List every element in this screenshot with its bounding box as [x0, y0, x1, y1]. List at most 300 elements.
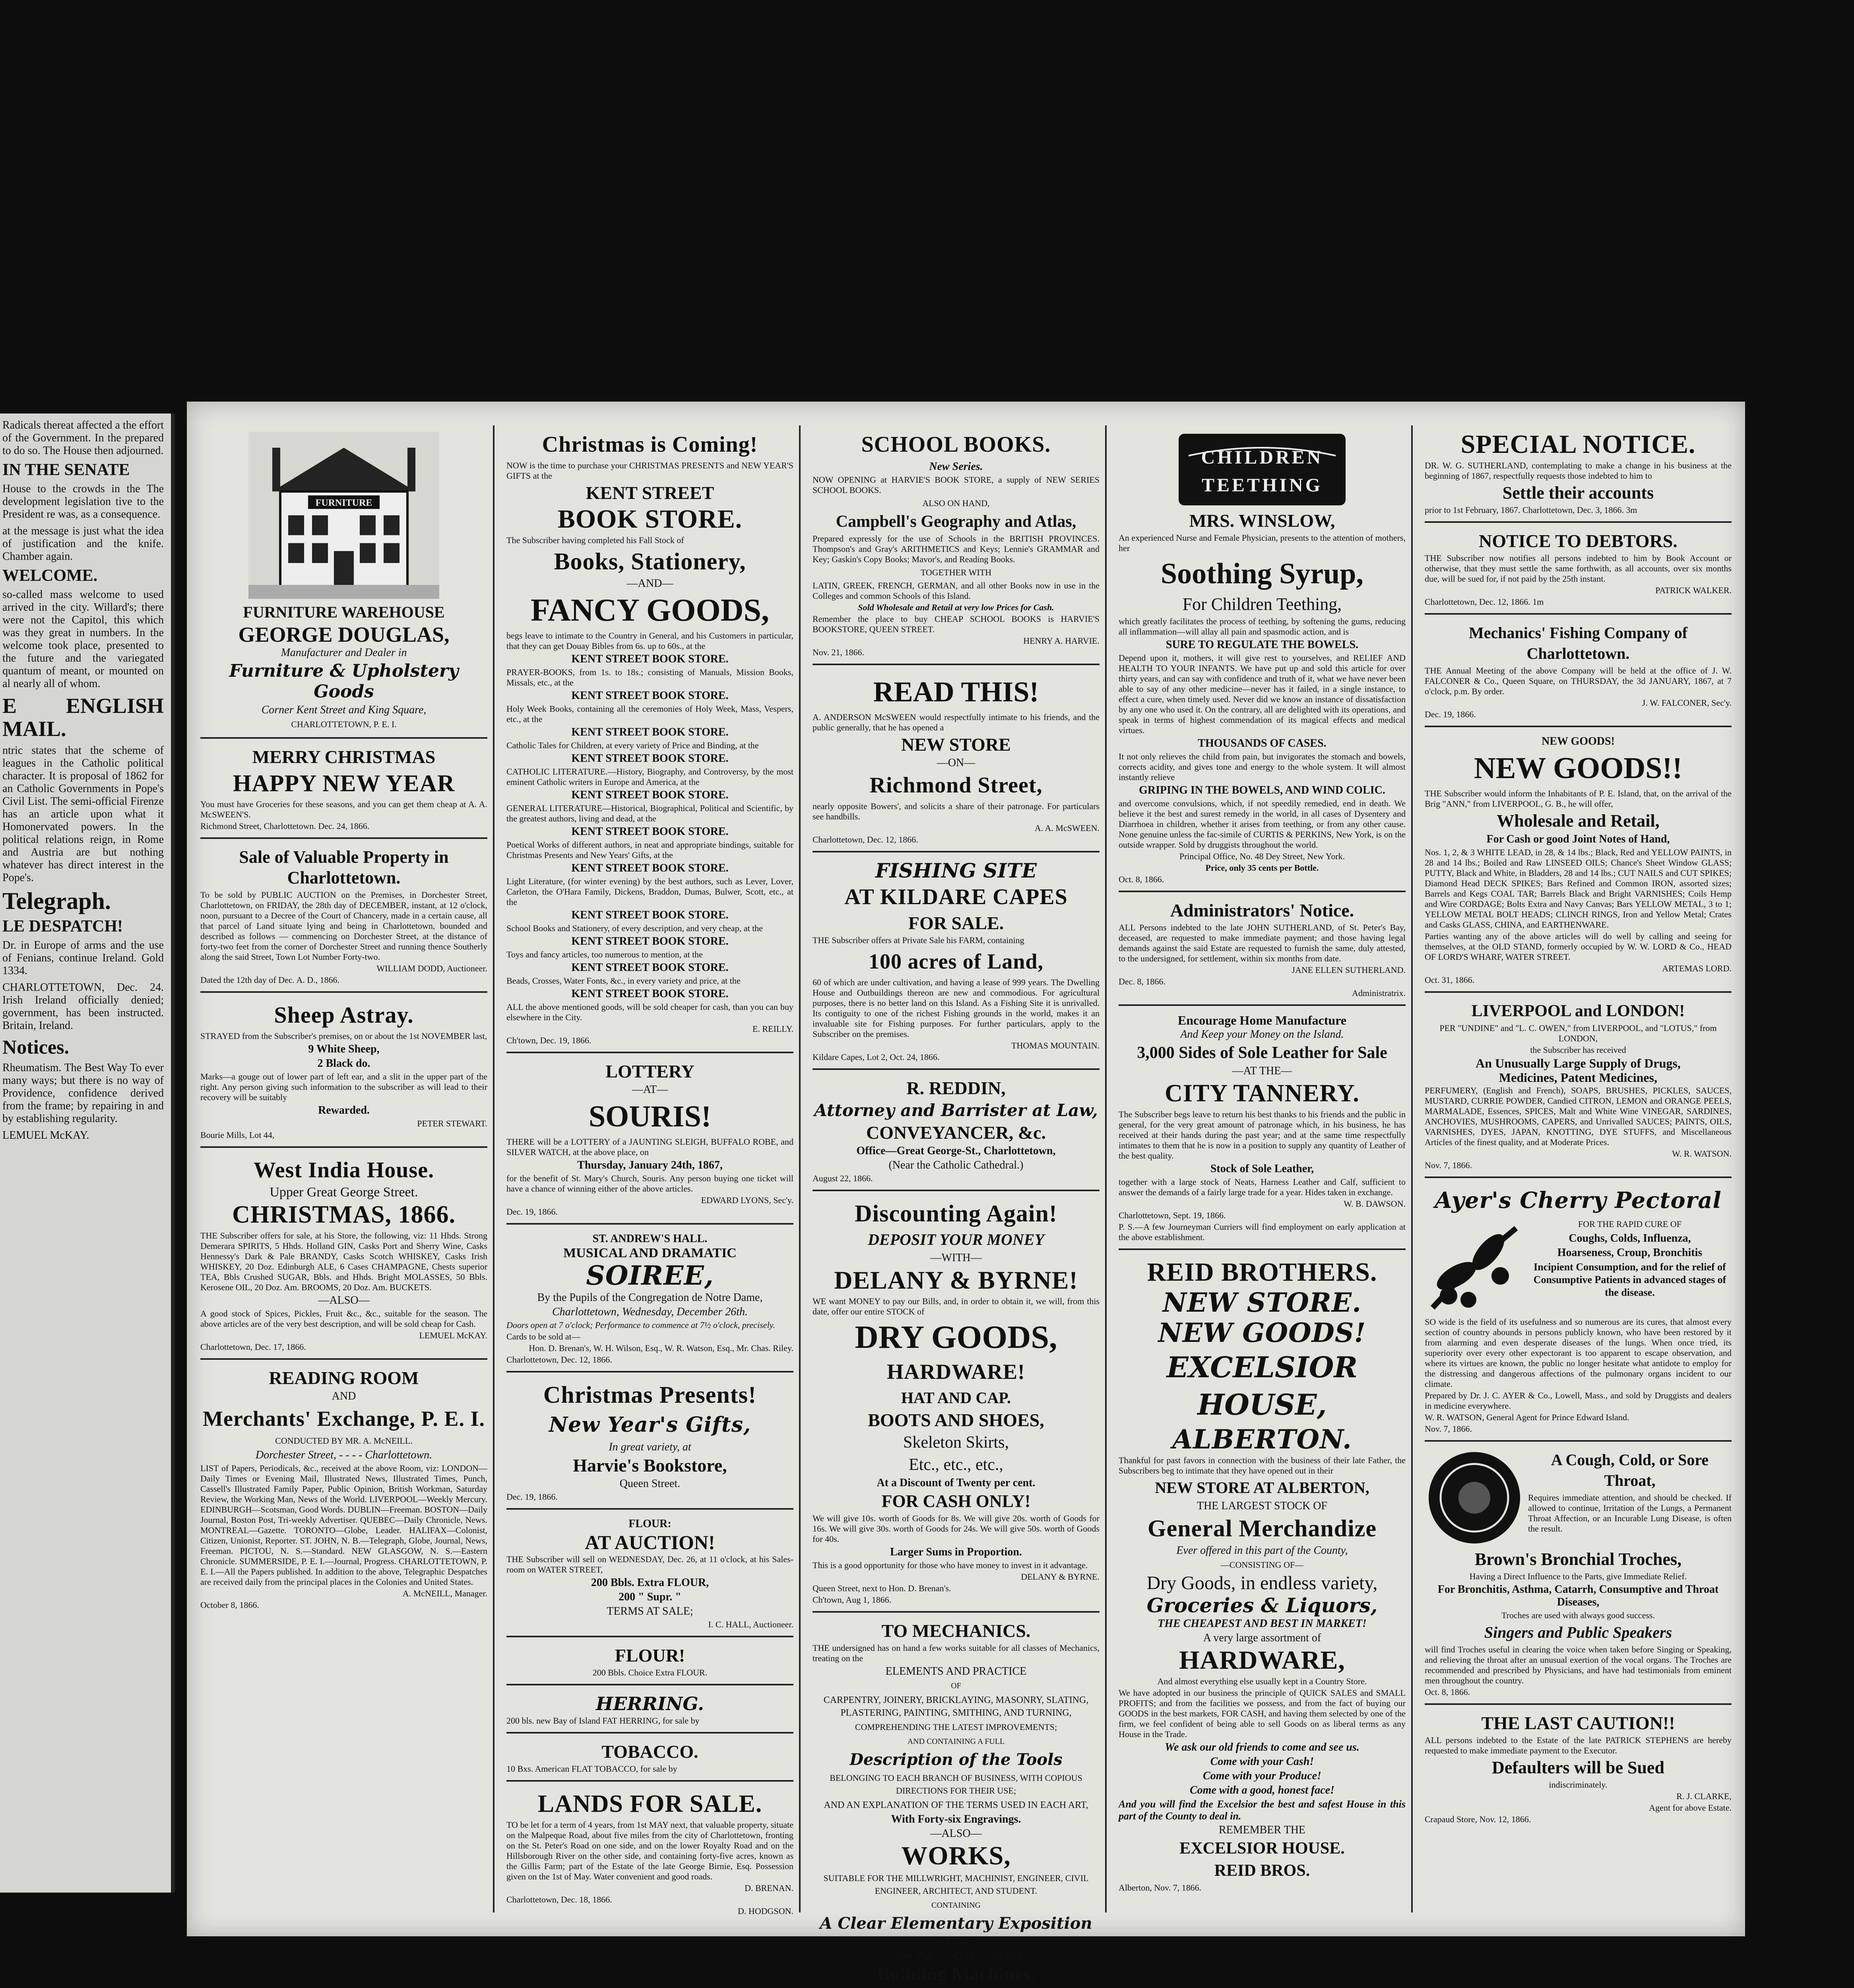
- mountain-sign: THOMAS MOUNTAIN.: [1011, 1041, 1100, 1050]
- sutherland-text: DR. W. G. SUTHERLAND, contemplating to make a change in his business at the beginning of 1867, respectfully requests those indebted to him to: [1425, 460, 1732, 481]
- winslow-syrup-ad: [1119, 425, 1406, 892]
- fishing-for-sale: FOR SALE.: [908, 913, 1004, 933]
- west-india-house-ad: [200, 1151, 487, 1360]
- flour-sale-ad: [506, 1640, 793, 1685]
- drug-list: PERFUMERY, (English and French), SOAPS, BRUSHES, PICKLES, SAUCES, MUSTARD, CURRIE POWDER, Candied CITRON, LEMON and ORANGE PEELS, MARMALADE, Essences, SPICES, Malt and White Wine VINEGAR, SARDINES, ANCHOVIES, MUSHROOMS, CAPERS, and Unrivalled SAUCES; PAINTS, OILS, VARNISHES, DYES, JAPAN, KNOTTING, DYE STUFFS, and Miscellaneous Articles of the finest quality, and at Moderate Prices.: [1425, 1085, 1732, 1147]
- musical-dramatic: MUSICAL AND DRAMATIC: [563, 1246, 737, 1260]
- soiree-vendors: Hon. D. Brenan's, W. H. Wilson, Esq., W. R. Watson, Esq., Mr. Chas. Riley.: [529, 1343, 793, 1353]
- harvie-date: Dec. 19, 1866.: [506, 1492, 558, 1502]
- bronchitis-line: For Bronchitis, Asthma, Catarrh, Consumptive and Throat Diseases,: [1437, 1583, 1719, 1608]
- soiree-date: Charlottetown, Wednesday, December 26th.: [552, 1306, 748, 1318]
- sheep-astray-title: Sheep Astray.: [274, 1002, 414, 1028]
- warehouse-sign-text: FURNITURE: [315, 498, 372, 508]
- acres-text: 60 of which are under cultivation, and having a lease of 999 years. The Dwelling House and Outbuildings thereon are new and commodious. For agricultural purposes, there is no better land on this Island. As a Fishing Site it is unrivalled. Its contiguity to one of the richest Fishing grounds in the world, makes it an invaluable site for Fishing purposes. For further particulars, apply to the Subscriber on the premises.: [813, 977, 1100, 1039]
- exchange-conductor: CONDUCTED BY MR. A. McNEILL.: [275, 1436, 413, 1446]
- unusually-large: An Unusually Large Supply of Drugs,: [1476, 1056, 1681, 1070]
- lord-sign: ARTEMAS LORD.: [1662, 963, 1732, 973]
- prayer-books-text: PRAYER-BOOKS, from 1s. to 18s.; consisting of Manuals, Mission Books, Missals, etc., at the: [506, 667, 793, 687]
- fishing-text: THE Subscriber offers at Private Sale his FARM, containing: [813, 935, 1024, 945]
- previous-page-column: [0, 414, 171, 1142]
- souris-lottery-ad: [506, 1056, 793, 1225]
- latin-text: LATIN, GREEK, FRENCH, GERMAN, and all other Books now in use in the Colleges and common Schools of this Island.: [813, 580, 1100, 601]
- reading-room-title: READING ROOM: [269, 1368, 419, 1388]
- property-sale-title: Sale of Valuable Property in Charlottetown.: [239, 847, 449, 887]
- hardware-title: HARDWARE,: [1179, 1646, 1345, 1675]
- catholic-literature-text: CATHOLIC LITERATURE.—History, Biography, and Controversy, by the most eminent Catholic writers in Europe and America, at the: [506, 767, 793, 787]
- together-with: TOGETHER WITH: [920, 567, 992, 577]
- reid-text-2: We have adopted in our business the principle of QUICK SALES and SMALL PROFITS; and from the facilities we possess, and from the fact of buying our GOODS in the best markets, FOR CASH, and having them selected by one of the firm, we feel confident of being able to sell Goods on as liberal terms as any House in the Trade.: [1119, 1688, 1406, 1739]
- discounting-title: Discounting Again!: [855, 1200, 1057, 1227]
- column-2: [501, 425, 799, 1916]
- west-india-also: —ALSO—: [318, 1294, 370, 1307]
- banner-word-teething: TEETHING: [1201, 475, 1323, 496]
- city-tannery-ad: [1119, 1009, 1406, 1250]
- new-years-gifts-title: New Year's Gifts,: [549, 1413, 751, 1437]
- sole-leather-sides: 3,000 Sides of Sole Leather for Sale: [1137, 1044, 1387, 1062]
- harvie-sign: HENRY A. HARVIE.: [1023, 636, 1100, 646]
- prev-para: at the message is just what the idea of justification and the knife. Chamber again.: [2, 525, 164, 563]
- office-date: August 22, 1866.: [813, 1173, 873, 1183]
- ayers-text-block: [1524, 1216, 1732, 1301]
- incipient-line: Incipient Consumption, and for the relief of Consumptive Patients in advanced stages of the disease.: [1533, 1261, 1726, 1298]
- dealer-goods: Furniture & Upholstery Goods: [229, 661, 459, 702]
- sheep-astray-text: STRAYED from the Subscriber's premises, on or about the 1st NOVEMBER last,: [200, 1031, 487, 1041]
- sheep-sign: PETER STEWART.: [417, 1118, 487, 1128]
- soiree-doors: Doors open at 7 o'clock; Performance to commence at 7½ o'clock, precisely.: [506, 1320, 775, 1330]
- sheep-count-black: 2 Black do.: [317, 1057, 370, 1070]
- richmond-street: Richmond Street,: [869, 773, 1043, 798]
- warehouse-building-illustration: [248, 432, 439, 599]
- watson-sign: W. R. WATSON.: [1672, 1149, 1732, 1159]
- defaulters-sued: Defaulters will be Sued: [1492, 1758, 1664, 1777]
- dry-goods-heading: DRY GOODS,: [855, 1319, 1057, 1355]
- prev-heading: E ENGLISH MAIL.: [2, 694, 164, 741]
- conveyancer-title: CONVEYANCER, &c.: [866, 1122, 1046, 1143]
- suitable-line: SUITABLE FOR THE MILLWRIGHT, MACHINIST, ENGINEER, CIVIL ENGINEER, ARCHITECT, AND STUDENT.: [823, 1873, 1089, 1896]
- prev-para: CHARLOTTETOWN, Dec. 24. Irish Ireland officially denied; government, has been instructed. Britain, Ireland.: [2, 981, 164, 1032]
- remember-the: REMEMBER THE: [1218, 1824, 1306, 1836]
- larger-sums: Larger Sums in Proportion.: [890, 1546, 1022, 1558]
- holy-week-text: Holy Week Books, containing all the ceremonies of Holy Week, Mass, Vespers, etc., at the: [506, 704, 793, 724]
- troches-used: Troches are used with always good success.: [1501, 1610, 1655, 1620]
- reilly-date: Ch'town, Dec. 19, 1866.: [506, 1035, 591, 1045]
- sold-text: Sold Wholesale and Retail at very low Prices for Cash.: [858, 602, 1054, 612]
- sheep-location: Bourie Mills, Lot 44,: [200, 1130, 275, 1140]
- exchange-street: Dorchester Street, - - - - Charlottetown.: [255, 1449, 432, 1461]
- christmas-coming-title: Christmas is Coming!: [542, 432, 758, 457]
- special-notice-title: SPECIAL NOTICE.: [1460, 430, 1696, 459]
- of-the-line: OF THE: [942, 1938, 970, 1946]
- lands-for-sale-title: LANDS FOR SALE.: [537, 1790, 762, 1817]
- admin-role: Administratrix.: [1352, 988, 1406, 998]
- admin-notice-text: ALL Persons indebted to the late JOHN SUTHERLAND, of St. Peter's Bay, deceased, are requested to make immediate payment; and those having legal demands against the said Estate are requested to furnish the same, duly attested, to the undersigned, for settlement, within six months from date.: [1119, 922, 1406, 963]
- flour2-title: FLOUR!: [615, 1645, 685, 1666]
- mrs-winslow: MRS. WINSLOW,: [1189, 511, 1335, 531]
- last-caution-title: THE LAST CAUTION!!: [1481, 1713, 1675, 1733]
- come-cash: Come with your Cash!: [1210, 1755, 1314, 1768]
- books-stationery-heading: Books, Stationery,: [554, 548, 746, 575]
- merry-christmas: MERRY CHRISTMAS: [252, 747, 436, 767]
- column-1: [195, 425, 493, 1912]
- browns-title: Brown's Bronchial Troches,: [1474, 1549, 1682, 1569]
- at-auction-title: AT AUCTION!: [585, 1531, 715, 1553]
- of-line: OF: [951, 1681, 961, 1690]
- lottery-text-2: for the benefit of St. Mary's Church, Souris. Any person buying one ticket will have a chance of winning either of the above articles.: [506, 1173, 793, 1194]
- with-divider: —WITH—: [930, 1252, 982, 1264]
- flour-quantity-2: 200 " Supr. ": [619, 1591, 681, 1603]
- cheapest-best: THE CHEAPEST AND BEST IN MARKET!: [1158, 1617, 1367, 1630]
- merchants-exchange-title: Merchants' Exchange, P. E. I.: [202, 1407, 485, 1431]
- bookstore-intro: NOW is the time to purchase your CHRISTMAS PRESENTS and NEW YEAR'S GIFTS at the: [506, 460, 793, 481]
- tannery-text: The Subscriber begs leave to return his best thanks to his friends and the public in general, for the very great amount of patronage which, in his business, he has received at their hands during the past year; and at the same time respectfully intimates to them that he is now in a position to supply any quantity of Leather of the best quality.: [1119, 1109, 1406, 1161]
- skeleton-skirts: Skeleton Skirts,: [903, 1433, 1009, 1452]
- poetical-works-text: Poetical Works of different authors, in neat and appropriate bindings, suitable for Christmas Presents and New Years' Gifts, at the: [506, 840, 793, 860]
- all-kept: And almost everything else usually kept in a Country Store.: [1157, 1676, 1367, 1686]
- coughs-line: Coughs, Colds, Influenza,: [1569, 1232, 1691, 1244]
- illustrated-line: [813, 1986, 1100, 1988]
- settle-accounts: Settle their accounts: [1502, 483, 1654, 503]
- ask-friends: We ask our old friends to come and see us.: [1165, 1741, 1359, 1753]
- alberton-title: ALBERTON.: [1172, 1424, 1352, 1455]
- property-sale-text: To be sold by PUBLIC AUCTION on the Premises, in Dorchester Street, Charlottetown, on FRIDAY, the 28th day of DECEMBER, instant, at 12 o'clock, noon, pursuant to a Decree of the Court of Chancery, made in a certain cause, all that parcel of Land situate lying and being in Charlottetown, bounded and described as follows — commencing on Dorchester Street, at the distance of forty-two feet from the corner of Dorchester Street and running thence Southerly along the said Street, Town Lot Number Forty-two.: [200, 890, 487, 962]
- exchange-text: LIST of Papers, Periodicals, &c., received at the above Room, viz: LONDON—Daily Times or Evening Mail, Illustrated News, Illustrated Times, Punch, Cassell's Illustrated Family Paper, Public Opinion, British Workman, Saturday Review, the Working Man, News of the World. LIVERPOOL—Weekly Mercury. EDINBURGH—Scotsman, Good Words. DUBLIN—Freeman. BOSTON—Daily Journal, Boston Post, Tri-weekly Advertiser. QUEBEC—Daily Chronicle, News. MONTREAL—Gazette. TORONTO—Globe, Leader. HALIFAX—Colonist, Citizen, Unionist, Reporter. ST. JOHN, N. B.—Telegraph, Globe, Journal, News, Freeman. PICTOU, N. S.—Standard. NEW GLASGOW, N. S.—Eastern Chronicle. SUMMERSIDE, P. E. I.—Journal, Progress. CHARLOTTETOWN, P. E. I.—All the Papers published. In addition to the above, Telegraphic Despatches are received daily from the principal places in the Colonies and United States.: [200, 1463, 487, 1587]
- flour-auction-ad: [506, 1513, 793, 1637]
- newspaper-page: [187, 402, 1745, 1985]
- remember-text: Remember the place to buy CHEAP SCHOOL BOOKS is HARVIE'S BOOKSTORE, QUEEN STREET.: [813, 614, 1100, 634]
- soiree-title: SOIREE,: [586, 1260, 714, 1291]
- ayers-text: SO wide is the field of its usefulness and so numerous are its cures, that almost every section of country abounds in persons publicly known, who have been restored by it from alarming and even desperate diseases of the lungs. When once tried, its superiority over every other expectorant is too apparent to escape observation, and where its virtues are known, the public no longer hesitate what antidote to employ for the distressing and dangerous affections of the pulmonary organs incident to our climate.: [1425, 1317, 1732, 1389]
- engravings-line: With Forty-six Engravings.: [891, 1813, 1021, 1825]
- etc-line: Etc., etc., etc.,: [909, 1456, 1003, 1474]
- st-andrews-hall: ST. ANDREW'S HALL.: [592, 1233, 708, 1245]
- settle-text: prior to 1st February, 1867. Charlottetown, Dec. 3, 1866. 3m: [1425, 505, 1637, 515]
- cough-cold-title: A Cough, Cold, or Sore Throat,: [1551, 1451, 1709, 1489]
- cough-text: Requires immediate attention, and should be checked. If allowed to continue, Irritation of the Lungs, a Permanent Throat Affection, or an Incurable Lung Disease, is often the result.: [1528, 1493, 1732, 1534]
- winslow-intro: An experienced Nurse and Female Physician, presents to the attention of mothers, her: [1119, 533, 1406, 553]
- admin-sign: JANE ELLEN SUTHERLAND.: [1292, 965, 1406, 975]
- medicines-line: Medicines, Patent Medicines,: [1499, 1070, 1658, 1085]
- property-sale-sign: WILLIAM DODD, Auctioneer.: [376, 963, 487, 973]
- walker-sign: PATRICK WALKER.: [1655, 585, 1732, 595]
- caution-text: ALL persons indebted to the Estate of the late PATRICK STEPHENS are hereby requested to make immediate payment to the Executor.: [1425, 1735, 1732, 1755]
- soiree-cards: Cards to be sold at—: [506, 1332, 580, 1342]
- flour-title: FLOUR:: [628, 1518, 671, 1530]
- falconer-date: Dec. 19, 1866.: [1425, 709, 1476, 719]
- attorney-title: Attorney and Barrister at Law,: [814, 1101, 1098, 1120]
- school-books-title: SCHOOL BOOKS.: [861, 432, 1051, 457]
- prev-heading: IN THE SENATE: [2, 461, 130, 479]
- ayers-prepared: Prepared by Dr. J. C. AYER & Co., Lowell, Mass., and sold by Druggists and dealers in medicine everywhere.: [1425, 1390, 1732, 1411]
- works-heading: WORKS,: [901, 1841, 1011, 1870]
- cash-joint-notes: For Cash or good Joint Notes of Hand,: [1486, 833, 1670, 845]
- catholic-tales-text: Catholic Tales for Children, at every variety of Price and Binding, at the: [506, 740, 759, 750]
- mcsween-new-store-ad: [813, 668, 1100, 852]
- ksbs-line: KENT STREET BOOK STORE.: [571, 726, 729, 738]
- campbell-title: Campbell's Geography and Atlas,: [836, 513, 1076, 531]
- ayers-agent: W. R. WATSON, General Agent for Prince Edward Island.: [1425, 1412, 1629, 1422]
- reid-text: Thankful for past favors in connection with the business of their late Father, the Subscribers beg to intimate that they have opened out in their: [1119, 1455, 1406, 1475]
- debtors-text: THE Subscriber now notifies all persons indebted to him by Book Account or otherwise, that they must settle the same forthwith, as all accounts, over six months due, will be sued for, if not paid by the 25th instant.: [1425, 553, 1732, 584]
- rapid-cure: FOR THE RAPID CURE OF: [1578, 1219, 1681, 1229]
- mountain-date: Kildare Capes, Lot 2, Oct. 24, 1866.: [813, 1052, 940, 1062]
- now-opening-text: NOW OPENING at HARVIE'S BOOK STORE, a supply of NEW SERIES SCHOOL BOOKS.: [813, 475, 1100, 495]
- lord-new-goods-ad: [1425, 730, 1732, 993]
- harvies-bookstore: Harvie's Bookstore,: [573, 1455, 727, 1475]
- hat-cap-heading: HAT AND CAP.: [901, 1389, 1011, 1407]
- mechanics-fishing-text: THE Annual Meeting of the above Company will be held at the office of J. W. FALCONER & Co., Queen Square, on THURSDAY, the 3d JANUARY, 1867, at 7 o'clock, p.m. By order.: [1425, 666, 1732, 696]
- christmas-1866: CHRISTMAS, 1866.: [232, 1201, 456, 1228]
- flour-terms: TERMS AT SALE;: [607, 1605, 693, 1617]
- falconer-sign: J. W. FALCONER, Sec'y.: [1642, 698, 1732, 708]
- property-sale-ad: [200, 842, 487, 993]
- to-mechanics-title: TO MECHANICS.: [881, 1621, 1031, 1641]
- wholesale-retail: Wholesale and Retail,: [1497, 811, 1660, 831]
- mcsween-sign: A. A. McSWEEN.: [1034, 823, 1100, 833]
- acres-heading: 100 acres of Land,: [868, 949, 1043, 973]
- journeymen-note: P. S.—A few Journeyman Curriers will find employment on early application at the above establishment.: [1119, 1222, 1406, 1242]
- groceries-address: Richmond Street, Charlottetown. Dec. 24, 1866.: [200, 821, 370, 831]
- sure-to-regulate: SURE TO REGULATE THE BOWELS.: [1166, 639, 1359, 651]
- sheep-astray-marks: Marks—a gouge out of lower part of left ear, and a slit in the upper part of the right. Any person giving such information to the subscriber as will lead to their recovery will be suitably: [200, 1072, 487, 1102]
- fishing-site-title: FISHING SITE: [875, 859, 1037, 882]
- winslow-date: Oct. 8, 1866.: [1119, 874, 1164, 884]
- lands-sign: D. BRENAN.: [745, 1883, 793, 1893]
- reid-brothers-title: REID BROTHERS.: [1147, 1258, 1377, 1287]
- column-rule: [493, 425, 495, 1912]
- soiree-pupils: By the Pupils of the Congregation de Notre Dame,: [537, 1291, 763, 1304]
- prev-heading: LE DESPATCH!: [2, 917, 123, 936]
- ksbs-line: KENT STREET BOOK STORE.: [571, 825, 729, 838]
- cash-only: FOR CASH ONLY!: [881, 1491, 1031, 1511]
- special-notice-ad: [1425, 425, 1732, 523]
- ksbs-line: KENT STREET BOOK STORE.: [571, 909, 729, 921]
- delany-byrne-title: DELANY & BYRNE!: [834, 1266, 1078, 1294]
- dealer-role: Manufacturer and Dealer in: [281, 646, 407, 659]
- delany-address: Queen Street, next to Hon. D. Brenan's.: [813, 1583, 951, 1593]
- prev-heading: Telegraph.: [2, 888, 111, 914]
- troches-box-illustration: [1425, 1448, 1524, 1547]
- browns-header: [1425, 1448, 1732, 1547]
- general-merchandize: General Merchandize: [1147, 1515, 1377, 1541]
- principal-office: Principal Office, No. 48 Dey Street, New York.: [1179, 851, 1345, 861]
- exchange-date: October 8, 1866.: [200, 1600, 259, 1610]
- book-store-heading: BOOK STORE.: [557, 505, 743, 534]
- mechanics-fishing-ad: [1425, 618, 1732, 727]
- new-goods-title: NEW GOODS!: [1158, 1317, 1366, 1348]
- ayers-title: Ayer's Cherry Pectoral: [1435, 1187, 1722, 1213]
- west-india-subtitle: Upper Great George Street.: [270, 1185, 418, 1200]
- prev-para: Rheumatism. The Best Way To ever many ways; but there is no way of Providence, confidence derived from the frame; by repairing in and by establishing regularity.: [2, 1062, 164, 1125]
- new-goods-big: NEW GOODS!!: [1474, 751, 1683, 785]
- lottery-title: LOTTERY: [605, 1061, 694, 1081]
- hardware-stock-line: A very large assortment of: [1203, 1632, 1321, 1644]
- flour2-text: 200 Bbls. Choice Extra FLOUR.: [592, 1668, 708, 1677]
- light-literature-text: Light Literature, (for winter evening) by the best authors, such as Lever, Lover, Carleton, the O'Hara Family, Dickens, Braddon, Dumas, Bulwer, Scott, etc., at the: [506, 876, 793, 907]
- dealer-corner: Corner Kent Street and King Square,: [261, 704, 427, 716]
- harvie-school-date: Nov. 21, 1866.: [813, 647, 864, 657]
- ever-offered: Ever offered in this part of the County,: [1176, 1544, 1348, 1557]
- price-line: Price, only 35 cents per Bottle.: [1205, 863, 1319, 873]
- kent-street-heading: KENT STREET: [586, 483, 714, 503]
- winslow-text-4: and overcome convulsions, which, if not speedily remedied, end in death. We believe it the best and surest remedy in the world, in all cases of Dysentery and Diarrhoea in children, whether it arises from teething, or from any other cause. None genuine unless the fac-simile of CURTIS & PERKINS, New York, is on the outside wrapper. Sold by druggists throughout the world.: [1119, 798, 1406, 850]
- tobacco-ad: [506, 1737, 793, 1782]
- new-goods-small: NEW GOODS!: [1542, 735, 1615, 747]
- ksbs-line: KENT STREET BOOK STORE.: [571, 935, 729, 947]
- prev-para: LEMUEL McKAY.: [2, 1129, 89, 1142]
- west-india-sign: LEMUEL McKAY.: [419, 1330, 487, 1340]
- lands-for-sale-ad: [506, 1785, 793, 1922]
- children-teething-banner-illustration: [1177, 432, 1348, 507]
- tobacco-title: TOBACCO.: [601, 1741, 698, 1762]
- stock-sole-leather: Stock of Sole Leather,: [1210, 1163, 1314, 1175]
- kildare-capes-title: AT KILDARE CAPES: [844, 885, 1068, 909]
- clarke-date: Crapaud Store, Nov. 12, 1866.: [1425, 1814, 1531, 1824]
- column-4: [1113, 425, 1411, 1912]
- ayers-pectoral-ad: [1425, 1181, 1732, 1442]
- carpentry-line: CARPENTRY, JOINERY, BRICKLAYING, MASONRY, SLATING, PLASTERING, PAINTING, SMITHING, AND TURNING,: [823, 1695, 1089, 1718]
- winslow-text-2: Depend upon it, mothers, it will give rest to yourselves, and RELIEF AND HEALTH TO YOUR INFANTS. We have put up and sold this article for over thirty years, and can say with confidence and truth of it, what we have never been able to say of any other medicine—never has it failed, in a single instance, to effect a cure, when timely used. Never did we know an instance of dissatisfaction by any one who used it. On the contrary, all are delighted with its operations, and speak in terms of highest commendation of its magical effects and medical virtues.: [1119, 653, 1406, 735]
- fancy-goods-text: begs leave to intimate to the Country in General, and his Customers in particular, that they can get Douay Bibles from 6s. up to 60s., at the: [506, 631, 793, 651]
- st-andrews-soiree-ad: [506, 1228, 793, 1373]
- column-rule: [1105, 425, 1107, 1912]
- winslow-text-3: It not only relieves the child from pain, but invigorates the stomach and bowels, corrects acidity, and gives tone and energy to the whole system. It will almost instantly relieve: [1119, 751, 1406, 782]
- reid-date: Alberton, Nov. 7, 1866.: [1119, 1883, 1202, 1893]
- ksbs-line: KENT STREET BOOK STORE.: [571, 961, 729, 974]
- prev-heading: Notices.: [2, 1036, 69, 1058]
- prev-para: ntric states that the scheme of leagues in the Catholic political character. It is proposal of 1862 for an Catholic Governments in Pope's Civil List. The semi-official Firenze has an article upon what it Homonervated powers. In the political relations reign, in Rome and Austria are but nothing whatever has direct interest in the Pope's.: [2, 744, 164, 884]
- ksbs-line: KENT STREET BOOK STORE.: [571, 752, 729, 765]
- school-books-ad: [813, 425, 1100, 665]
- read-this-title: READ THIS!: [873, 676, 1039, 708]
- west-india-title: West India House.: [253, 1158, 434, 1182]
- all-above-text: ALL the above mentioned goods, will be sold cheaper for cash, than you can buy elsewhere in the City.: [506, 1002, 793, 1022]
- liverpool-london-title: LIVERPOOL and LONDON!: [1471, 1002, 1685, 1020]
- harvie-christmas-presents-ad: [506, 1376, 793, 1510]
- new-series: New Series.: [929, 460, 983, 473]
- herring-ad: [506, 1689, 793, 1734]
- great-variety: In great variety, at: [609, 1441, 691, 1453]
- ksbs-line: KENT STREET BOOK STORE.: [571, 862, 729, 874]
- dry-goods-variety: Dry Goods, in endless variety,: [1146, 1573, 1378, 1594]
- tobacco-text: 10 Bxs. American FLAT TOBACCO, for sale by: [506, 1764, 677, 1774]
- singers-speakers: Singers and Public Speakers: [1484, 1623, 1672, 1641]
- thousands-of-cases: THOUSANDS OF CASES.: [1198, 737, 1327, 749]
- largest-stock: THE LARGEST STOCK OF: [1197, 1500, 1327, 1512]
- column-5: [1419, 425, 1737, 1912]
- explanation-line: AND AN EXPLANATION OF THE TERMS USED IN EACH ART,: [824, 1800, 1088, 1810]
- flour-quantity-1: 200 Bbls. Extra FLOUR,: [591, 1576, 709, 1589]
- excelsior-house-title: EXCELSIOR HOUSE,: [1166, 1350, 1358, 1421]
- lord-date: Oct. 31, 1866.: [1425, 975, 1475, 985]
- also-divider: —ALSO—: [930, 1827, 982, 1840]
- clarke-sign: R. J. CLARKE,: [1676, 1791, 1732, 1801]
- consisting-divider: —CONSISTING OF—: [1220, 1560, 1304, 1570]
- clear-exposition: A Clear Elementary Exposition: [820, 1914, 1092, 1933]
- boots-shoes-heading: BOOTS AND SHOES,: [868, 1410, 1044, 1430]
- cherry-branch-illustration: [1425, 1216, 1524, 1316]
- subscriber-text: The Subscriber having completed his Fall Stock of: [506, 535, 684, 545]
- general-literature-text: GENERAL LITERATURE—Historical, Biographical, Political and Scientific, by the greatest authors, living and dead, at the: [506, 803, 793, 823]
- christmas-presents-title: Christmas Presents!: [543, 1382, 757, 1408]
- delany-byrne-ad: [813, 1194, 1100, 1613]
- containing-line: CONTAINING: [931, 1901, 981, 1910]
- encourage-home: Encourage Home Manufacture: [1177, 1013, 1347, 1027]
- reddin-name: R. REDDIN,: [906, 1078, 1006, 1098]
- hall-sign: I. C. HALL, Auctioneer.: [708, 1619, 793, 1629]
- warehouse-title: FURNITURE WAREHOUSE: [243, 603, 445, 621]
- banner-word-children: CHILDREN: [1201, 447, 1323, 468]
- west-india-date: Charlottetown, Dec. 17, 1866.: [200, 1342, 306, 1352]
- elements-practice: ELEMENTS AND PRACTICE: [885, 1665, 1027, 1677]
- come-good: Come with a good, honest face!: [1189, 1784, 1334, 1796]
- reilly-sign: E. REILLY.: [752, 1024, 793, 1034]
- flour-auction-text: THE Subscriber will sell on WEDNESDAY, Dec. 26, at 11 o'clock, at his Sales-room on WATER STREET,: [506, 1554, 793, 1574]
- office-sub: (Near the Catholic Cathedral.): [888, 1159, 1024, 1171]
- belonging-line: BELONGING TO EACH BRANCH OF BUSINESS, WITH COPIOUS DIRECTIONS FOR THEIR USE;: [830, 1773, 1082, 1796]
- administrators-notice-ad: [1119, 895, 1406, 1006]
- comprehending-line: COMPREHENDING THE LATEST IMPROVEMENTS;: [855, 1722, 1057, 1732]
- new-store-title: NEW STORE.: [1162, 1287, 1362, 1318]
- delany-date: Ch'town, Aug 1, 1866.: [813, 1595, 892, 1605]
- ksbs-line: KENT STREET BOOK STORE.: [571, 988, 729, 1000]
- also-on-hand: ALSO ON HAND,: [922, 498, 990, 508]
- lord-text-2: Parties wanting any of the above articles will do well by calling and seeing for themselves, at the OLD STAND, formerly occupied by W. W. LORD & Co., HEAD OF LORD'S WHARF, WATER STREET.: [1425, 931, 1732, 962]
- find-excelsior: And you will find the Excelsior the best and safest House in this part of the County to deal in.: [1119, 1798, 1406, 1822]
- sheep-rewarded: Rewarded.: [318, 1104, 370, 1116]
- excelsior-house-footer: EXCELSIOR HOUSE.: [1179, 1839, 1345, 1858]
- lands-text: TO be let for a term of 4 years, from 1st MAY next, that valuable property, situate on the Malpeque Road, about five miles from the city of Charlottetown, fronting on the St. Peter's Road on one side, and on the lower Royalty Road and on the Hillsborough River on the other side, and containing forty-five acres, known as the Gillis Farm; part of the Estate of the late George Birnie, Esq. Possession given on the 1st of May. Water convenient and good roads.: [506, 1820, 793, 1881]
- dawson-sign: W. B. DAWSON.: [1344, 1199, 1406, 1209]
- ksbs-line: KENT STREET BOOK STORE.: [571, 789, 729, 801]
- school-books-text: School Books and Stationery, of every description, and very cheap, at the: [506, 923, 763, 933]
- ayers-body: [1425, 1216, 1732, 1316]
- tannery-date: Charlottetown, Sept. 19, 1866.: [1119, 1210, 1226, 1220]
- souris-title: SOURIS!: [588, 1100, 712, 1133]
- property-sale-date: Dated the 12th day of Dec. A. D., 1866.: [200, 975, 340, 985]
- harvie-queen-street: Queen Street.: [619, 1477, 681, 1490]
- reddin-attorney-ad: [813, 1073, 1100, 1191]
- happy-new-year: HAPPY NEW YEAR: [233, 770, 455, 796]
- reid-brothers-ad: [1119, 1253, 1406, 1899]
- previous-page-edge: [0, 414, 175, 1893]
- delany-sign: DELANY & BYRNE.: [1021, 1572, 1100, 1582]
- deposit-money: DEPOSIT YOUR MONEY: [868, 1231, 1044, 1248]
- groceries-text: You must have Groceries for these seasons, and you can get them cheap at A. A. McSWEEN'S.: [200, 799, 487, 819]
- kildare-fishing-site-ad: [813, 856, 1100, 1070]
- received-line: the Subscriber has received: [1530, 1045, 1626, 1055]
- mcsween-text: A. ANDERSON McSWEEN would respectfully intimate to his friends, and the public generally, that he has opened a: [813, 712, 1100, 732]
- prev-para: Radicals thereat affected a the effort of the Government. In the prepared to do so. The House then adjourned.: [2, 419, 164, 457]
- beads-text: Beads, Crosses, Water Fonts, &c., in every variety and price, at the: [506, 976, 741, 986]
- mechanics-text: THE undersigned has on hand a few works suitable for all classes of Mechanics, treating on the: [813, 1643, 1100, 1663]
- herring-text: 200 bls. new Bay of Island FAT HERRING, for sale by: [506, 1716, 700, 1726]
- indiscriminately: indiscriminately.: [1549, 1780, 1608, 1790]
- clarke-role: Agent for above Estate.: [1649, 1803, 1732, 1813]
- kent-street-bookstore-ad: [506, 425, 793, 1053]
- containing-full: AND CONTAINING A FULL: [907, 1737, 1005, 1746]
- at-the-divider: —AT THE—: [1232, 1065, 1292, 1077]
- watson-drugs-ad: [1425, 996, 1732, 1178]
- groceries-liquors: Groceries & Liquors,: [1146, 1594, 1378, 1617]
- griping-bowels: GRIPING IN THE BOWELS, AND WIND COLIC.: [1139, 784, 1385, 796]
- prev-para: Dr. in Europe of arms and the use of Fenians, continue Ireland. Gold 1334.: [2, 939, 164, 977]
- on-divider: —ON—: [937, 757, 975, 769]
- good-opportunity: This is a good opportunity for those who have money to invest in it advantage.: [813, 1560, 1088, 1570]
- lottery-dated: Dec. 19, 1866.: [506, 1207, 558, 1217]
- toys-text: Toys and fancy articles, too numerous to mention, at the: [506, 949, 703, 959]
- admin-notice-title: Administrators' Notice.: [1170, 900, 1354, 920]
- prev-heading: WELCOME.: [2, 567, 98, 585]
